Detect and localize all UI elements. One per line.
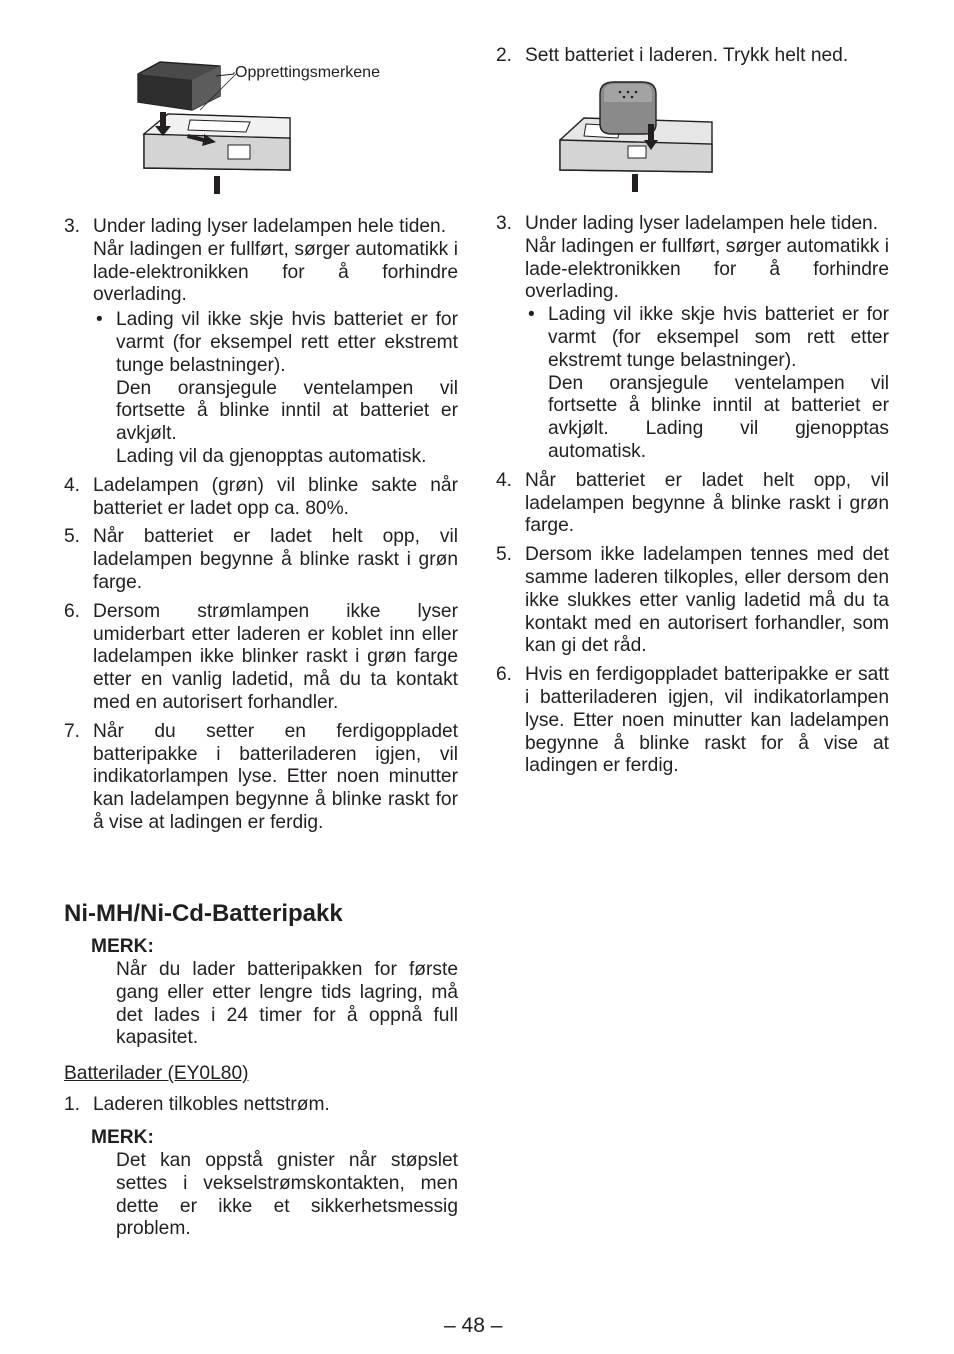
step-number: 4. <box>496 469 513 491</box>
section-heading: Ni-MH/Ni-Cd-Batteripakk <box>64 900 343 927</box>
step-text: Dersom strømlampen ikke lyser umiderbart etter laderen er koblet inn eller ladelampen ikke blinker raskt i grøn farge etter en vanlig ladetid, må du ta kontakt med en autorisert forhandler. <box>93 600 458 713</box>
step-number: 5. <box>496 544 513 566</box>
step-number: 3. <box>496 213 513 234</box>
right-step-6 <box>496 664 889 778</box>
bullet-item <box>525 304 889 464</box>
right-step-3 <box>496 213 889 464</box>
step-text: Når batteriet er ladet helt opp, vil ladelampen begynne å blinke raskt i grøn farge. <box>93 526 458 593</box>
bullet-text: Lading vil ikke skje hvis batteriet er for varmt (for eksempel rett etter ekstremt tunge belastninger). <box>116 309 458 376</box>
step-text-continued: Når ladingen er fullført, sørger automatikk i lade-elektronikken for å forhindre overlading. <box>93 238 458 306</box>
page-number: – 48 – <box>444 1314 503 1337</box>
step-number: 7. <box>64 720 81 742</box>
note-body: Det kan oppstå gnister når støpslet settes i vekselstrømskontakten, men dette er ikke et sikkerhetsmessig problem. <box>116 1150 458 1240</box>
bullet-item <box>93 309 458 469</box>
note-body: Når du lader batteripakken for første gang eller etter lengre tids lagring, må det lades i 24 timer for å oppnå full kapasitet. <box>116 959 458 1049</box>
step-number: 3. <box>64 216 81 237</box>
bullet-text: Lading vil da gjenopptas automatisk. <box>116 445 427 467</box>
left-instruction-list <box>64 216 458 841</box>
step-number: 6. <box>496 664 513 686</box>
step-text: Dersom ikke ladelampen tennes med det samme laderen tilkoples, eller dersom den ikke slukkes etter vanlig ladetid må du ta kontakt med en autorisert forhandler, som kan gi det råd. <box>525 544 889 657</box>
step-text-continued: Når ladingen er fullført, sørger automatikk i lade-elektronikken for å forhindre overlading. <box>525 235 889 303</box>
bullet-text: Lading vil ikke skje hvis batteriet er for varmt (for eksempel som rett etter ekstremt tunge belastninger). <box>548 304 889 371</box>
charger-insert-illustration <box>556 80 716 195</box>
left-step-4 <box>64 475 458 521</box>
left-step-6 <box>64 601 458 715</box>
step-text: Når batteriet er ladet helt opp, vil ladelampen begynne å blinke raskt i grøn farge. <box>525 469 889 537</box>
right-intro-step <box>496 45 889 74</box>
bullet-dot: • <box>528 304 535 326</box>
note-title: MERK: <box>91 936 154 957</box>
step-number: 5. <box>64 526 81 548</box>
figure-charger-insert-battery <box>556 80 716 195</box>
bullet-dot: • <box>96 309 103 331</box>
step-text: Laderen tilkobles nettstrøm. <box>93 1094 330 1115</box>
left-step-7 <box>64 721 458 835</box>
step-number: 1. <box>64 1094 81 1115</box>
right-instruction-list <box>496 213 889 784</box>
step-number: 6. <box>64 600 81 622</box>
left-step-5 <box>64 526 458 594</box>
step-text: Ladelampen (grøn) vil blinke sakte når batteriet er ladet opp ca. 80%. <box>93 474 458 519</box>
charger-step-1 <box>64 1094 458 1117</box>
step-text: Sett batteriet i laderen. Trykk helt ned. <box>525 45 849 66</box>
step-2 <box>496 45 889 68</box>
bullet-text: Den oransjegule ventelampen vil fortsette å blinke inntil at batteriet er avkjølt. <box>116 377 458 445</box>
charger-model-subheading: Batterilader (EY0L80) <box>64 1063 249 1084</box>
step-text: Under lading lyser ladelampen hele tiden. <box>93 216 447 237</box>
step-text: Når du setter en ferdigoppladet batteripakke i batteriladeren igjen, vil indikatorlampen lyse. Etter noen minutter kan ladelampen begynne å blinke raskt for å vise at ladingen er ferdig. <box>93 720 458 833</box>
charger-steps <box>64 1094 458 1123</box>
bullet-text: Den oransjegule ventelampen vil fortsette å blinke inntil at batteriet er avkjølt. Lading vil gjenopptas automatisk. <box>548 372 889 462</box>
step-text: Hvis en ferdigoppladet batteripakke er satt i batteriladeren igjen, vil indikatorlampen lyse. Etter noen minutter kan ladelampen begynne å blinke raskt for å vise at ladingen er ferdig. <box>525 664 889 777</box>
figure-callout: Opprettingsmerkene <box>235 64 380 81</box>
left-step-3 <box>64 216 458 469</box>
right-step-4 <box>496 470 889 538</box>
step-text: Under lading lyser ladelampen hele tiden. <box>525 213 879 234</box>
right-step-5 <box>496 544 889 658</box>
step-number: 2. <box>496 45 513 66</box>
note-title: MERK: <box>91 1127 154 1148</box>
step-number: 4. <box>64 474 81 496</box>
